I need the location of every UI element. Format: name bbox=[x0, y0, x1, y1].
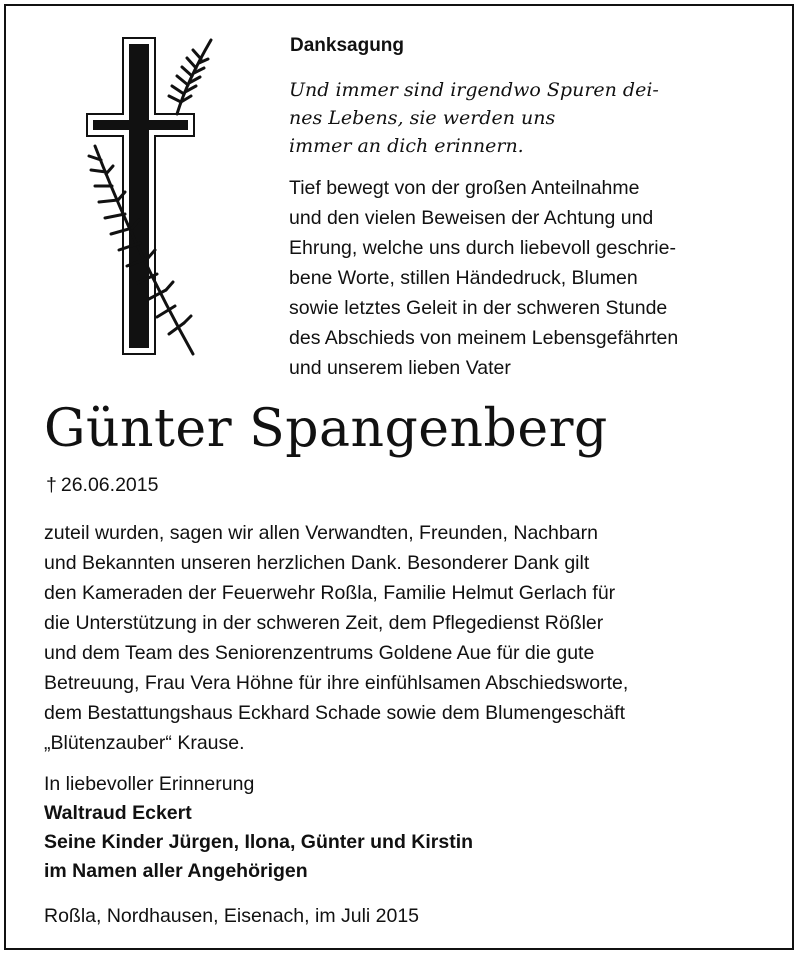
verse-line: Und immer sind irgendwo Spuren dei- bbox=[289, 79, 659, 101]
palm-frond-upper bbox=[169, 40, 211, 114]
cross-fill bbox=[93, 44, 188, 348]
intro-line: bene Worte, stillen Händedruck, Blumen bbox=[289, 267, 638, 289]
intro-line: Ehrung, welche uns durch liebevoll geschrie- bbox=[289, 237, 676, 259]
intro-paragraph bbox=[289, 173, 789, 383]
deceased-name: Günter Spangenberg bbox=[44, 399, 608, 459]
intro-line: des Abschieds von meinem Lebensgefährten bbox=[289, 327, 679, 349]
signatory: im Namen aller Angehörigen bbox=[44, 860, 308, 882]
closing-phrase: In liebevoller Erinnerung bbox=[44, 773, 255, 795]
death-date: 26.06.2015 bbox=[60, 474, 159, 496]
body-line: und dem Team des Seniorenzentrums Goldene Aue für die gute bbox=[44, 642, 595, 664]
intro-line: sowie letztes Geleit in der schweren Stunde bbox=[289, 297, 668, 319]
verse-line: immer an dich erinnern. bbox=[289, 135, 524, 157]
verse-line: nes Lebens, sie werden uns bbox=[289, 107, 556, 129]
thanks-paragraph bbox=[44, 518, 784, 758]
intro-line: und den vielen Beweisen der Achtung und bbox=[289, 207, 654, 229]
body-line: zuteil wurden, sagen wir allen Verwandten, Freunden, Nachbarn bbox=[44, 522, 598, 544]
body-line: „Blütenzauber“ Krause. bbox=[44, 732, 245, 754]
body-line: den Kameraden der Feuerwehr Roßla, Familie Helmut Gerlach für bbox=[44, 582, 616, 604]
signature-block bbox=[44, 770, 784, 886]
death-date-line bbox=[46, 472, 158, 498]
notice-heading: Danksagung bbox=[290, 35, 405, 56]
place-date: Roßla, Nordhausen, Eisenach, im Juli 2015 bbox=[44, 905, 420, 927]
intro-line: Tief bewegt von der großen Anteilnahme bbox=[289, 177, 640, 199]
signatory: Waltraud Eckert bbox=[44, 802, 192, 824]
cross-with-palm-branch-icon bbox=[85, 28, 220, 358]
dagger-symbol: † bbox=[46, 474, 57, 496]
body-line: Betreuung, Frau Vera Höhne für ihre einfühlsamen Abschiedsworte, bbox=[44, 672, 629, 694]
body-line: die Unterstützung in der schweren Zeit, dem Pflegedienst Rößler bbox=[44, 612, 604, 634]
body-line: dem Bestattungshaus Eckhard Schade sowie dem Blumengeschäft bbox=[44, 702, 626, 724]
intro-line: und unserem lieben Vater bbox=[289, 357, 511, 379]
body-line: und Bekannten unseren herzlichen Dank. Besonderer Dank gilt bbox=[44, 552, 590, 574]
signatory: Seine Kinder Jürgen, Ilona, Günter und Kirstin bbox=[44, 831, 474, 853]
memorial-verse bbox=[289, 76, 779, 160]
